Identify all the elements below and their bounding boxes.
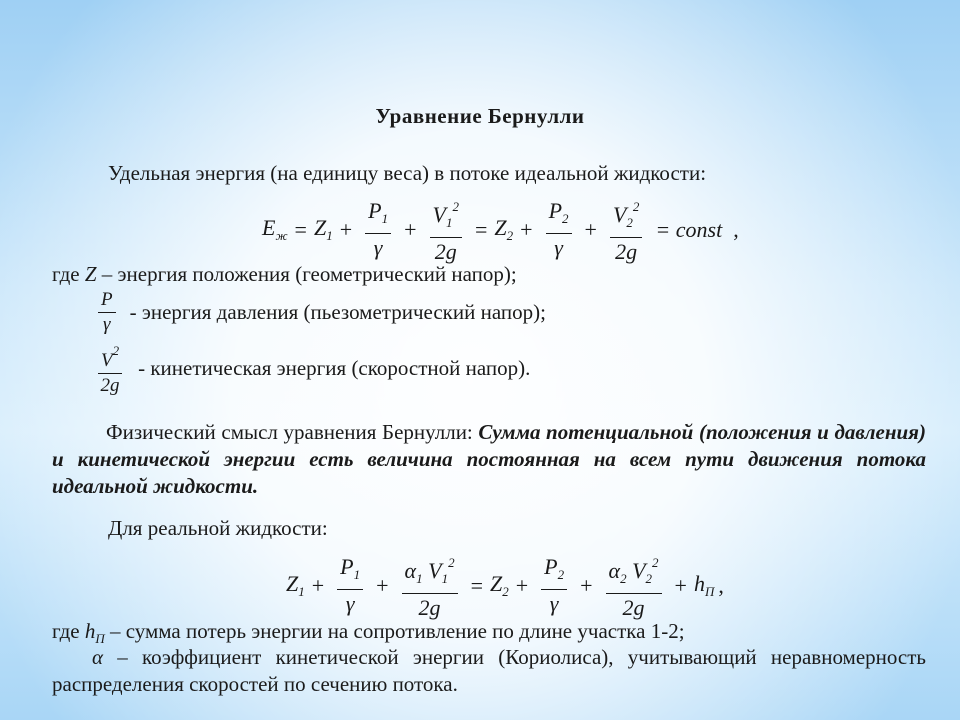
head-loss-line: где $h_П$ – сумма потерь энергии на сопротивление по длине участка 1-2; [52, 619, 685, 646]
pressure-fraction-2: $\frac{P_2}{\gamma}$ [546, 198, 572, 261]
velocity-head-line: $\frac{V^2}{2g}$ - кинетическая энергия (скоростной напор). [92, 340, 530, 397]
pressure-head-line: $\frac{P}{\gamma}$ - энергия давления (пьезометрический напор); [92, 289, 546, 336]
z1-term: $Z_1$ [313, 215, 333, 243]
alpha-paragraph: α – коэффициент кинетической энергии (Кориолиса), учитывающий неравномерность распределения скоростей по сечению потока. [52, 645, 926, 696]
z1-term: $Z_1$ [286, 571, 305, 599]
energy-symbol: $E_ж$ [262, 215, 288, 243]
v2-over-2g-fraction: $\frac{V^2}{2g}$ [98, 340, 122, 397]
velocity-fraction-2: $\frac{V_2^2}{2g}$ [610, 194, 642, 265]
slide-title: Уравнение Бернулли [375, 104, 585, 128]
p-over-gamma-fraction: $\frac{P}{\gamma}$ [98, 289, 116, 336]
bernoulli-real-formula: $Z_1$ + $\frac{P_1}{\gamma}$ + $\frac{\alpha_1 V_1^2}{2g}$ = $Z_2$ + $\frac{P_2}{\gamma}$ + $\frac{\alpha_2 V_2^2}{2g}$ + $h_П$ , [286, 550, 724, 621]
pressure-fraction-1: $\frac{P_1}{\gamma}$ [337, 554, 363, 617]
head-loss-term: $h_П$ [693, 571, 715, 599]
pressure-fraction-1: $\frac{P_1}{\gamma}$ [365, 198, 391, 261]
pressure-fraction-2: $\frac{P_2}{\gamma}$ [541, 554, 567, 617]
physical-meaning-paragraph: Физический смысл уравнения Бернулли: Сумма потенциальной (положения и давления) и кинетической энергии есть величина постоянная на всем пути движения потока идеальной жидкости. [52, 420, 926, 498]
z2-term: $Z_2$ [494, 215, 514, 243]
velocity-fraction-1: $\frac{V_1^2}{2g}$ [430, 194, 462, 265]
bernoulli-ideal-formula: $E_ж$ = $Z_1$ + $\frac{P_1}{\gamma}$ + $\frac{V_1^2}{2g}$ = $Z_2$ + $\frac{P_2}{\gamma}$ + $\frac{V_2^2}{2g}$ = const , [262, 194, 739, 265]
where-z-line: где Z – энергия положения (геометрический напор); [52, 262, 517, 286]
real-fluid-text: Для реальной жидкости: [108, 516, 328, 540]
alpha-velocity-fraction-2: $\frac{\alpha_2 V_2^2}{2g}$ [606, 550, 662, 621]
z2-term: $Z_2$ [489, 571, 509, 599]
alpha-velocity-fraction-1: $\frac{\alpha_1 V_1^2}{2g}$ [402, 550, 458, 621]
const-term: = const [655, 216, 723, 242]
intro-text: Удельная энергия (на единицу веса) в потоке идеальной жидкости: [108, 161, 707, 185]
